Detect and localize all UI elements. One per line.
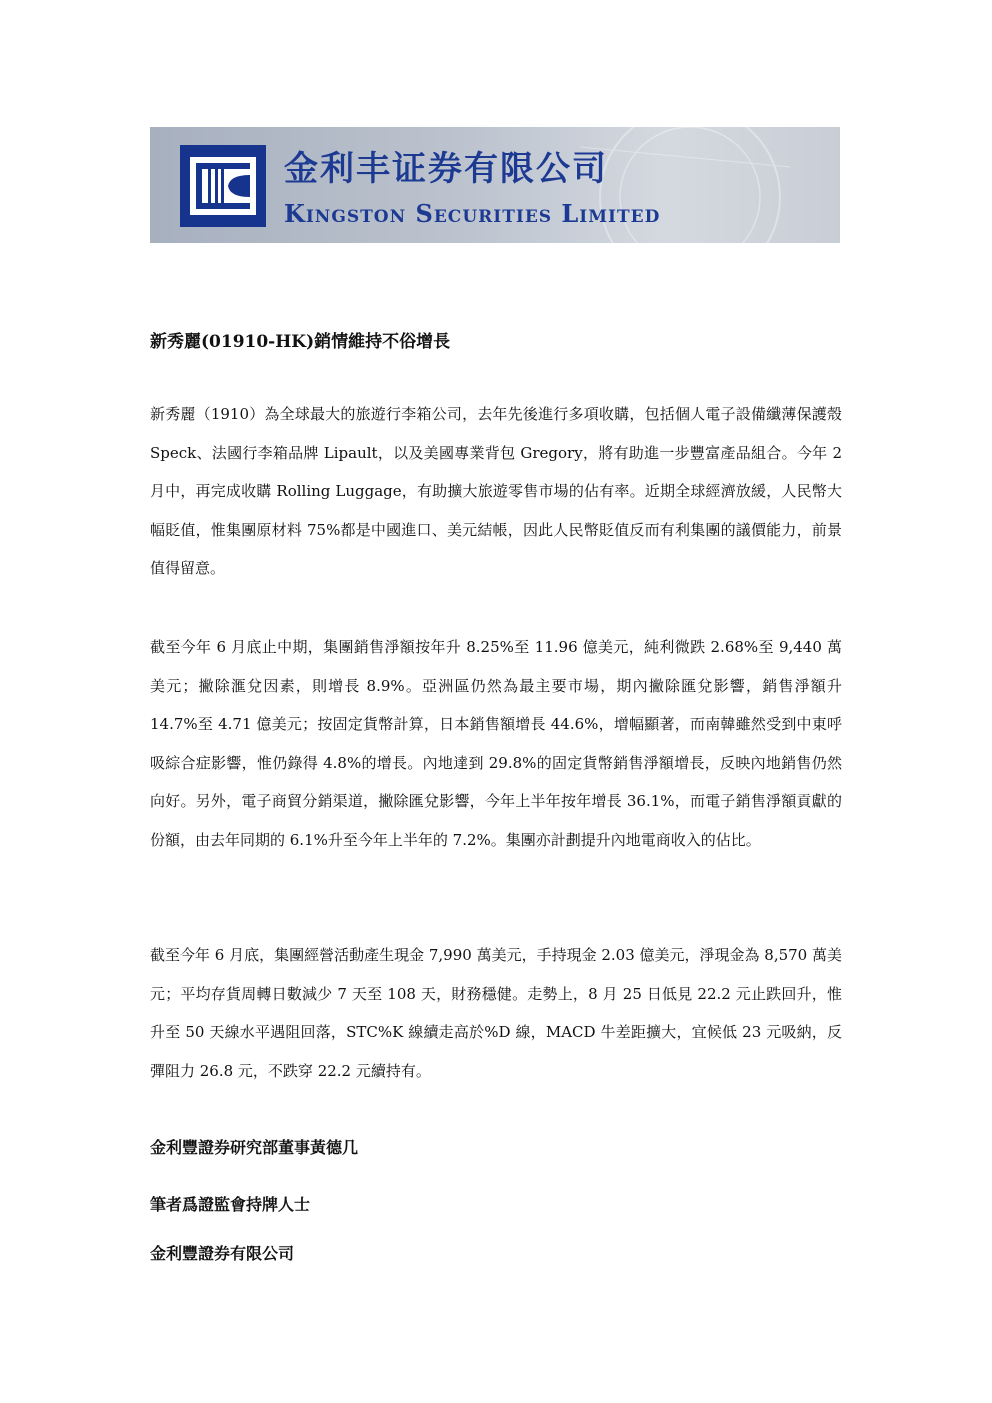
company-banner [150, 127, 840, 243]
signature-company: 金利豐證券有限公司 [150, 1244, 295, 1263]
signature-license: 筆者爲證監會持牌人士 [150, 1195, 311, 1214]
kingston-k-logo-icon [180, 145, 266, 227]
signature-author: 金利豐證券研究部董事黃德几 [150, 1138, 359, 1157]
company-name-chinese: 金利丰证券有限公司 [284, 149, 608, 189]
article-paragraph-1: 新秀麗（1910）為全球最大的旅遊行李箱公司，去年先後進行多項收購，包括個人電子設備纖薄保護殼 Speck、法國行李箱品牌 Lipault，以及美國專業背包 Gregory，將有助進一步豐富產品組合。今年 2 月中，再完成收購 Rolling Luggage，有助擴大旅遊零售市場的佔有率。近期全球經濟放緩，人民幣大幅貶值，惟集團原材料 75%都是中國進口、美元結帳，因此人民幣貶值反而有利集團的議價能力，前景值得留意。 [150, 405, 842, 577]
company-name-english: Kingston Securities Limited [284, 199, 661, 228]
article-paragraph-3: 截至今年 6 月底，集團經營活動產生現金 7,990 萬美元，手持現金 2.03 億美元，淨現金為 8,570 萬美元；平均存貨周轉日數減少 7 天至 108 天，財務穩健。走勢上，8 月 25 日低見 22.2 元止跌回升，惟升至 50 天線水平遇阻回落，STC%K 線續走高於%D 線，MACD 牛差距擴大，宜候低 23 元吸納，反彈阻力 26.8 元，不跌穿 22.2 元續持有。 [150, 946, 842, 1080]
article-title: 新秀麗(01910-HK)銷情維持不俗增長 [150, 332, 451, 352]
article-paragraph-2: 截至今年 6 月底止中期，集團銷售淨額按年升 8.25%至 11.96 億美元，純利微跌 2.68%至 9,440 萬美元；撇除滙兌因素，則增長 8.9%。亞洲區仍然為最主要市場，期內撇除匯兌影響，銷售淨額升 14.7%至 4.71 億美元；按固定貨幣計算，日本銷售額增長 44.6%，增幅顯著，而南韓雖然受到中東呼吸綜合症影響，惟仍錄得 4.8%的增長。內地達到 29.8%的固定貨幣銷售淨額增長，反映內地銷售仍然向好。另外，電子商貿分銷渠道，撇除匯兌影響，今年上半年按年增長 36.1%，而電子銷售淨額貢獻的份額，由去年同期的 6.1%升至今年上半年的 7.2%。集團亦計劃提升內地電商收入的佔比。 [150, 638, 842, 849]
